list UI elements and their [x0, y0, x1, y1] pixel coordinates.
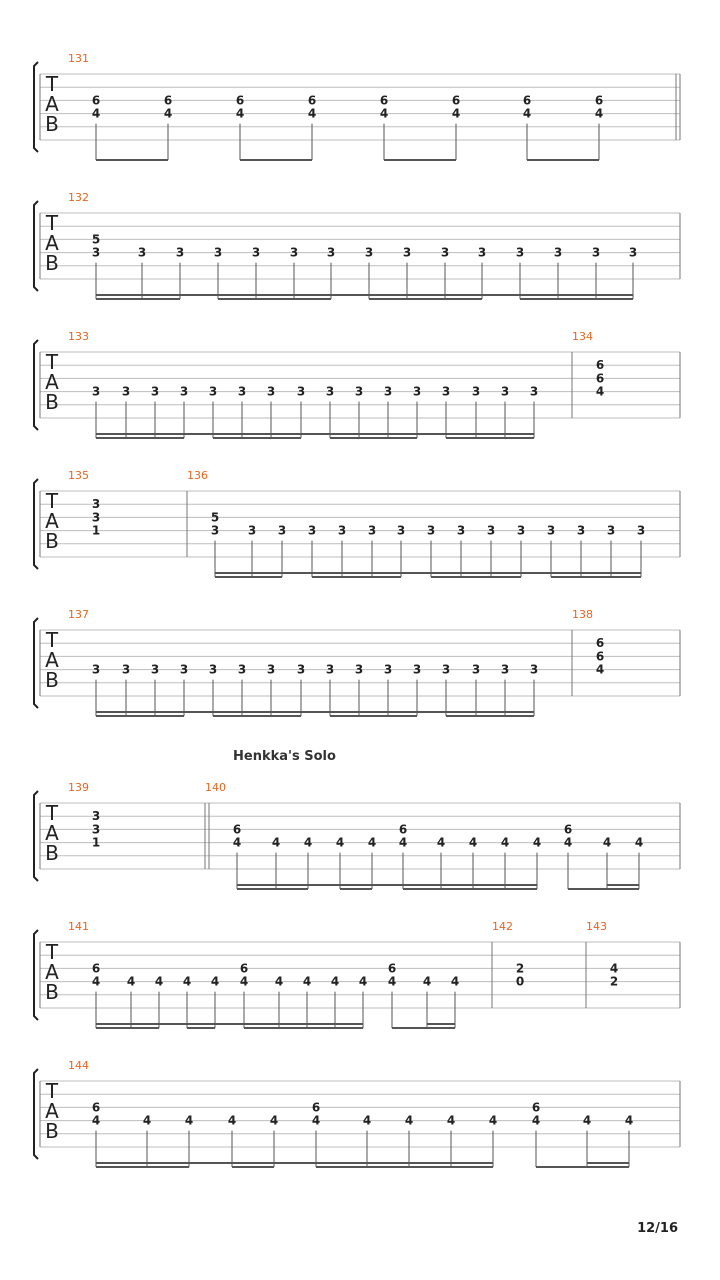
fret-number: 3 — [591, 245, 601, 260]
fret-number: 4 — [379, 106, 389, 121]
fret-number: 4 — [488, 1113, 498, 1128]
measure-number: 144 — [68, 1059, 89, 1072]
fret-number: 4 — [451, 106, 461, 121]
fret-number: 6 — [522, 93, 532, 108]
fret-number: 3 — [456, 523, 466, 538]
tab-clef-letter: A — [45, 370, 59, 394]
fret-number: 3 — [471, 662, 481, 677]
fret-number: 4 — [142, 1113, 152, 1128]
fret-number: 6 — [594, 93, 604, 108]
fret-number: 5 — [210, 510, 220, 525]
fret-number: 4 — [184, 1113, 194, 1128]
fret-number: 4 — [582, 1113, 592, 1128]
measure-number: 132 — [68, 191, 89, 204]
fret-number: 3 — [237, 662, 247, 677]
fret-number: 4 — [307, 106, 317, 121]
fret-number: 6 — [595, 358, 605, 373]
tab-clef-letter: A — [45, 960, 59, 984]
fret-number: 4 — [163, 106, 173, 121]
fret-number: 3 — [529, 384, 539, 399]
fret-number: 3 — [91, 497, 101, 512]
fret-number: 1 — [91, 835, 101, 850]
system-bracket — [34, 1069, 38, 1159]
system-bracket — [34, 340, 38, 430]
fret-number: 4 — [436, 835, 446, 850]
fret-number: 3 — [412, 384, 422, 399]
system-bracket — [34, 201, 38, 291]
tab-clef-letter: T — [45, 211, 59, 235]
fret-number: 6 — [91, 1100, 101, 1115]
fret-number: 6 — [311, 1100, 321, 1115]
fret-number: 6 — [91, 961, 101, 976]
fret-number: 3 — [150, 662, 160, 677]
fret-number: 3 — [277, 523, 287, 538]
tab-clef-letter: T — [45, 801, 59, 825]
fret-number: 3 — [500, 384, 510, 399]
fret-number: 3 — [121, 662, 131, 677]
fret-number: 5 — [91, 232, 101, 247]
fret-number: 3 — [237, 384, 247, 399]
fret-number: 4 — [422, 974, 432, 989]
tab-clef-letter: A — [45, 92, 59, 116]
fret-number: 3 — [426, 523, 436, 538]
fret-number: 4 — [595, 384, 605, 399]
fret-number: 1 — [91, 523, 101, 538]
system-bracket — [34, 791, 38, 881]
fret-number: 6 — [232, 822, 242, 837]
tab-clef-letter: A — [45, 231, 59, 255]
fret-number: 3 — [121, 384, 131, 399]
fret-number: 3 — [247, 523, 257, 538]
fret-number: 6 — [307, 93, 317, 108]
fret-number: 3 — [477, 245, 487, 260]
fret-number: 4 — [232, 835, 242, 850]
fret-number: 3 — [337, 523, 347, 538]
fret-number: 4 — [404, 1113, 414, 1128]
fret-number: 2 — [515, 961, 525, 976]
fret-number: 4 — [531, 1113, 541, 1128]
fret-number: 6 — [91, 93, 101, 108]
fret-number: 3 — [383, 662, 393, 677]
fret-number: 3 — [576, 523, 586, 538]
fret-number: 3 — [325, 384, 335, 399]
fret-number: 3 — [636, 523, 646, 538]
page-number: 12/16 — [637, 1221, 678, 1236]
fret-number: 3 — [296, 384, 306, 399]
fret-number: 6 — [595, 371, 605, 386]
measure-number: 135 — [68, 469, 89, 482]
fret-number: 6 — [387, 961, 397, 976]
fret-number: 4 — [532, 835, 542, 850]
fret-number: 3 — [471, 384, 481, 399]
fret-number: 3 — [251, 245, 261, 260]
fret-number: 4 — [634, 835, 644, 850]
tab-clef-letter: B — [45, 390, 59, 414]
measure-number: 131 — [68, 52, 89, 65]
fret-number: 4 — [91, 1113, 101, 1128]
fret-number: 4 — [274, 974, 284, 989]
measure-number: 133 — [68, 330, 89, 343]
fret-number: 6 — [451, 93, 461, 108]
fret-number: 4 — [450, 974, 460, 989]
fret-number: 4 — [609, 961, 619, 976]
tab-clef-letter: T — [45, 350, 59, 374]
fret-number: 3 — [412, 662, 422, 677]
fret-number: 6 — [239, 961, 249, 976]
fret-number: 3 — [326, 245, 336, 260]
measure-number: 134 — [572, 330, 593, 343]
fret-number: 3 — [402, 245, 412, 260]
fret-number: 3 — [486, 523, 496, 538]
fret-number: 3 — [91, 510, 101, 525]
fret-number: 6 — [563, 822, 573, 837]
fret-number: 3 — [179, 662, 189, 677]
fret-number: 3 — [515, 245, 525, 260]
fret-number: 6 — [531, 1100, 541, 1115]
fret-number: 4 — [500, 835, 510, 850]
fret-number: 4 — [468, 835, 478, 850]
measure-number: 140 — [205, 781, 226, 794]
fret-number: 3 — [213, 245, 223, 260]
fret-number: 6 — [595, 636, 605, 651]
fret-number: 3 — [210, 523, 220, 538]
fret-number: 4 — [154, 974, 164, 989]
fret-number: 4 — [269, 1113, 279, 1128]
section-label: Henkka's Solo — [233, 749, 336, 764]
fret-number: 4 — [235, 106, 245, 121]
tab-clef-letter: T — [45, 72, 59, 96]
fret-number: 4 — [227, 1113, 237, 1128]
fret-number: 4 — [358, 974, 368, 989]
fret-number: 4 — [182, 974, 192, 989]
fret-number: 3 — [500, 662, 510, 677]
fret-number: 4 — [91, 106, 101, 121]
fret-number: 3 — [175, 245, 185, 260]
fret-number: 4 — [624, 1113, 634, 1128]
fret-number: 4 — [594, 106, 604, 121]
fret-number: 4 — [271, 835, 281, 850]
fret-number: 2 — [609, 974, 619, 989]
tab-clef-letter: B — [45, 529, 59, 553]
measure-number: 143 — [586, 920, 607, 933]
fret-number: 3 — [137, 245, 147, 260]
fret-number: 4 — [303, 835, 313, 850]
tab-clef-letter: B — [45, 251, 59, 275]
fret-number: 4 — [367, 835, 377, 850]
measure-number: 138 — [572, 608, 593, 621]
fret-number: 4 — [522, 106, 532, 121]
fret-number: 6 — [379, 93, 389, 108]
tab-clef-letter: B — [45, 980, 59, 1004]
fret-number: 4 — [91, 974, 101, 989]
fret-number: 6 — [595, 649, 605, 664]
fret-number: 3 — [150, 384, 160, 399]
fret-number: 3 — [307, 523, 317, 538]
tab-clef-letter: B — [45, 1119, 59, 1143]
fret-number: 3 — [529, 662, 539, 677]
fret-number: 4 — [210, 974, 220, 989]
fret-number: 3 — [396, 523, 406, 538]
fret-number: 3 — [553, 245, 563, 260]
fret-number: 4 — [602, 835, 612, 850]
tab-clef-letter: T — [45, 628, 59, 652]
fret-number: 3 — [325, 662, 335, 677]
tab-clef-letter: A — [45, 648, 59, 672]
fret-number: 3 — [179, 384, 189, 399]
system-bracket — [34, 930, 38, 1020]
fret-number: 4 — [126, 974, 136, 989]
measure-number: 141 — [68, 920, 89, 933]
fret-number: 4 — [239, 974, 249, 989]
tab-clef-letter: T — [45, 489, 59, 513]
fret-number: 4 — [330, 974, 340, 989]
fret-number: 3 — [296, 662, 306, 677]
fret-number: 3 — [91, 245, 101, 260]
fret-number: 4 — [335, 835, 345, 850]
fret-number: 3 — [364, 245, 374, 260]
fret-number: 3 — [354, 384, 364, 399]
fret-number: 3 — [91, 809, 101, 824]
fret-number: 3 — [266, 662, 276, 677]
fret-number: 3 — [383, 384, 393, 399]
fret-number: 4 — [362, 1113, 372, 1128]
fret-number: 3 — [606, 523, 616, 538]
fret-number: 3 — [91, 822, 101, 837]
measure-number: 142 — [492, 920, 513, 933]
fret-number: 4 — [387, 974, 397, 989]
fret-number: 4 — [446, 1113, 456, 1128]
tab-clef-letter: B — [45, 841, 59, 865]
measure-number: 136 — [187, 469, 208, 482]
fret-number: 3 — [354, 662, 364, 677]
fret-number: 3 — [208, 662, 218, 677]
fret-number: 6 — [235, 93, 245, 108]
fret-number: 3 — [91, 662, 101, 677]
fret-number: 3 — [441, 384, 451, 399]
fret-number: 6 — [398, 822, 408, 837]
system-bracket — [34, 618, 38, 708]
fret-number: 3 — [91, 384, 101, 399]
system-bracket — [34, 62, 38, 152]
fret-number: 4 — [302, 974, 312, 989]
fret-number: 4 — [563, 835, 573, 850]
fret-number: 4 — [311, 1113, 321, 1128]
fret-number: 3 — [367, 523, 377, 538]
tab-clef-letter: T — [45, 1079, 59, 1103]
fret-number: 3 — [516, 523, 526, 538]
tab-clef-letter: A — [45, 1099, 59, 1123]
tab-clef-letter: B — [45, 668, 59, 692]
fret-number: 3 — [208, 384, 218, 399]
fret-number: 3 — [289, 245, 299, 260]
fret-number: 3 — [441, 662, 451, 677]
fret-number: 4 — [398, 835, 408, 850]
fret-number: 3 — [546, 523, 556, 538]
measure-number: 137 — [68, 608, 89, 621]
fret-number: 3 — [628, 245, 638, 260]
fret-number: 3 — [266, 384, 276, 399]
measure-number: 139 — [68, 781, 89, 794]
system-bracket — [34, 479, 38, 569]
fret-number: 0 — [515, 974, 525, 989]
tab-clef-letter: A — [45, 509, 59, 533]
fret-number: 6 — [163, 93, 173, 108]
fret-number: 3 — [440, 245, 450, 260]
tab-clef-letter: A — [45, 821, 59, 845]
fret-number: 4 — [595, 662, 605, 677]
tab-clef-letter: B — [45, 112, 59, 136]
tab-clef-letter: T — [45, 940, 59, 964]
